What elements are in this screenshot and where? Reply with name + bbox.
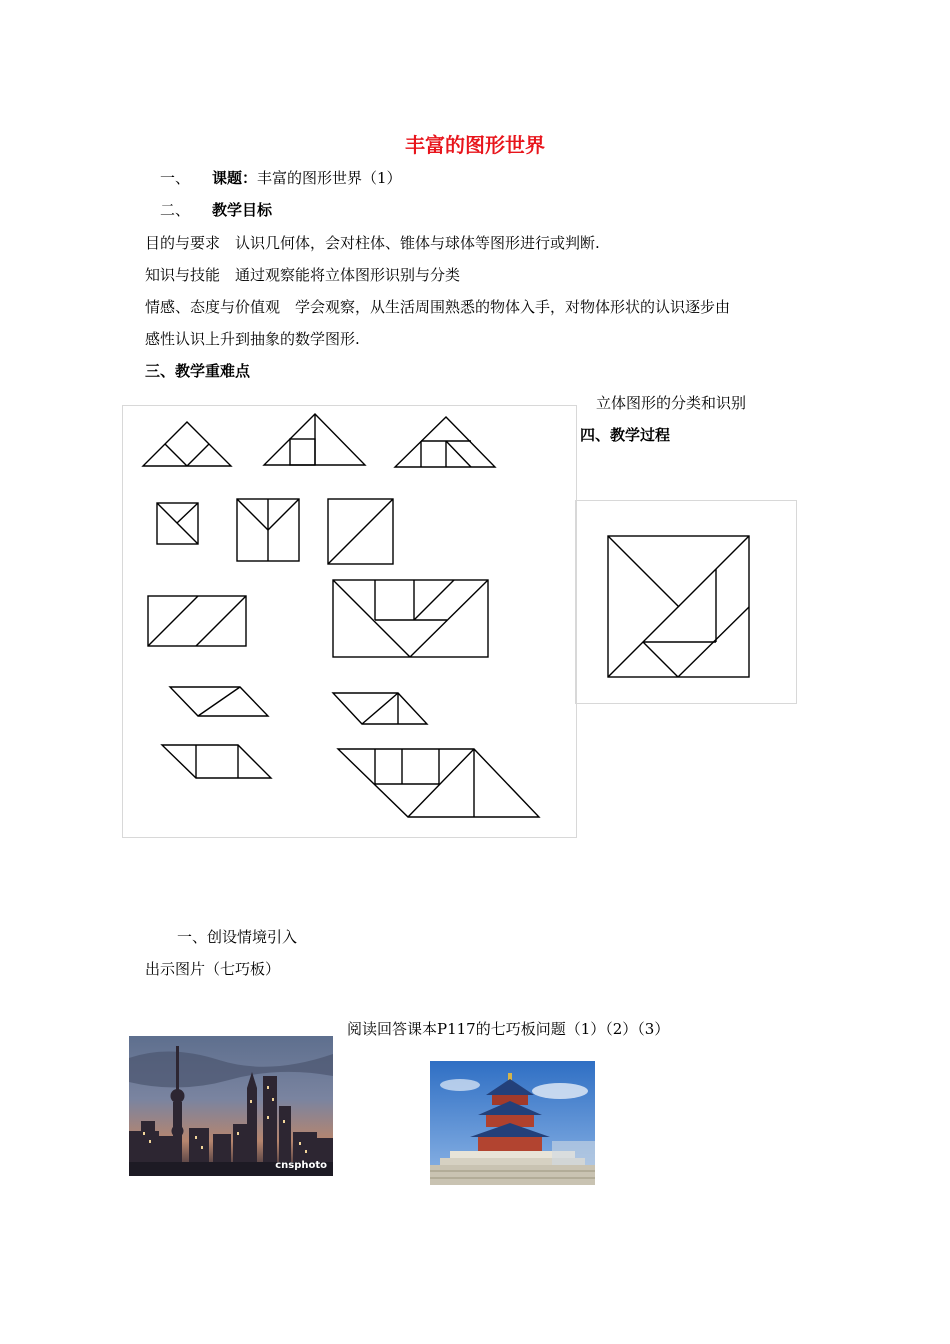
temple-of-heaven-photo-icon	[430, 1061, 595, 1185]
section-1-number: 一、	[160, 169, 191, 187]
step-1-heading: 一、创设情境引入	[177, 928, 298, 946]
goal-line-4: 感性认识上升到抽象的数学图形.	[145, 330, 360, 348]
section-3-text: 立体图形的分类和识别	[596, 394, 747, 412]
section-2-label: 教学目标	[212, 201, 273, 219]
city-skyline-photo-icon	[129, 1036, 333, 1176]
photo-watermark: cnsphoto	[275, 1160, 327, 1171]
section-1-label: 课题：	[212, 169, 258, 187]
section-3-heading: 三、教学重难点	[145, 362, 251, 380]
section-4-heading: 四、教学过程	[580, 426, 671, 444]
step-1-text: 出示图片（七巧板）	[145, 960, 281, 978]
section-1-text: 丰富的图形世界（1）	[257, 169, 402, 187]
goal-line-1: 目的与要求 认识几何体，会对柱体、锥体与球体等图形进行或判断.	[145, 234, 600, 252]
goal-line-3: 情感、态度与价值观 学会观察，从生活周围熟悉的物体入手，对物体形状的认识逐步由	[145, 298, 731, 316]
goal-line-2: 知识与技能 通过观察能将立体图形识别与分类	[145, 266, 461, 284]
reading-prompt: 阅读回答课本P117的七巧板问题（1）（2）（3）	[347, 1020, 670, 1038]
page-title: 丰富的图形世界	[405, 133, 545, 157]
section-2-number: 二、	[160, 201, 191, 219]
